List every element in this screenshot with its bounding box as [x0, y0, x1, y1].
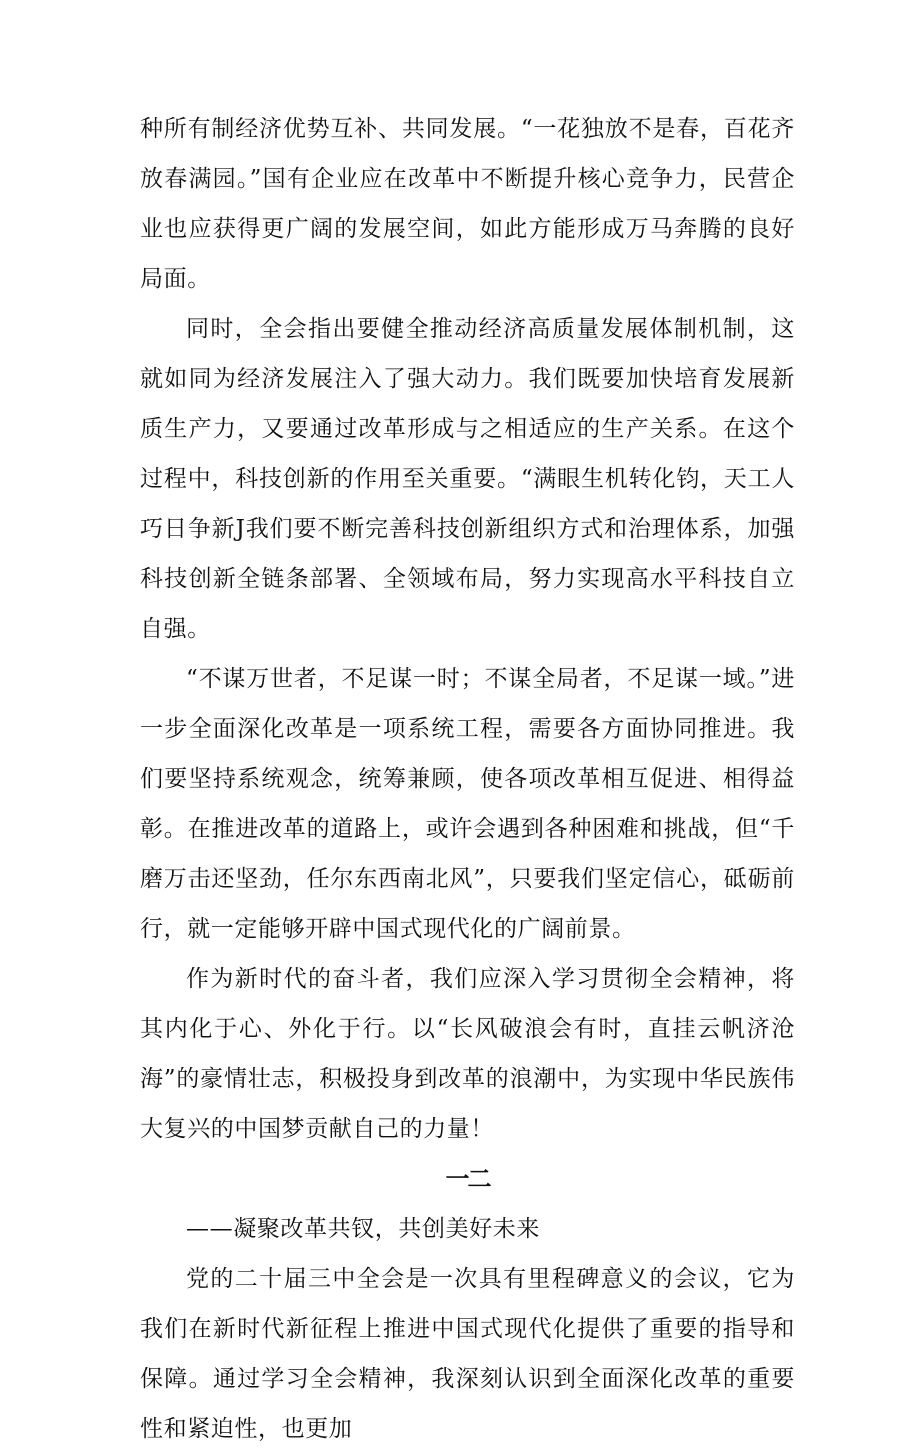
paragraph-ownership-economy: 种所有制经济优势互补、共同发展。“一花独放不是春，百花齐放春满园。”国有企业应在改革中不断提升核心竞争力，民营企业也应获得更广阔的发展空间，如此方能形成万马奔腾的良好局面。 [140, 116, 795, 292]
document-page [140, 104, 795, 1454]
section-subtitle: ——凝聚改革共钗，共创美好未来 [186, 1216, 540, 1242]
paragraph-systematic-reform: “不谋万世者，不足谋一时；不谋全局者，不足谋一域。”进一步全面深化改革是一项系统工程，需要各方面协同推进。我们要坚持系统观念，统筹兼顾，使各项改革相互促进、相得益彰。在推进改革的道路上，或许会遇到各种困难和挑战，但“千磨万击还坚劲，任尔东西南北风”，只要我们坚定信心，砥砺前行，就一定能够开辟中国式现代化的广阔前景。 [140, 666, 795, 942]
section-number: 一二 [445, 1164, 490, 1193]
paragraph-new-era-strivers: 作为新时代的奋斗者，我们应深入学习贯彻全会精神，将其内化于心、外化于行。以“长风破浪会有时，直挂云帆济沧海”的豪情壮志，积极投身到改革的浪潮中，为实现中华民族伟大复兴的中国梦贡献自己的力量！ [140, 966, 795, 1142]
paragraph-high-quality-development: 同时，全会指出要健全推动经济高质量发展体制机制，这就如同为经济发展注入了强大动力。我们既要加快培育发展新质生产力，又要通过改革形成与之相适应的生产关系。在这个过程中，科技创新的作用至关重要。“满眼生机转化钧，天工人巧日争新J我们要不断完善科技创新组织方式和治理体系，加强科技创新全链条部署、全领域布局，努力实现高水平科技自立自强。 [140, 316, 795, 642]
paragraph-third-plenum-intro: 党的二十届三中全会是一次具有里程碑意义的会议，它为我们在新时代新征程上推进中国式现代化提供了重要的指导和保障。通过学习全会精神，我深刻认识到全面深化改革的重要性和紧迫性，也更加 [140, 1266, 795, 1442]
